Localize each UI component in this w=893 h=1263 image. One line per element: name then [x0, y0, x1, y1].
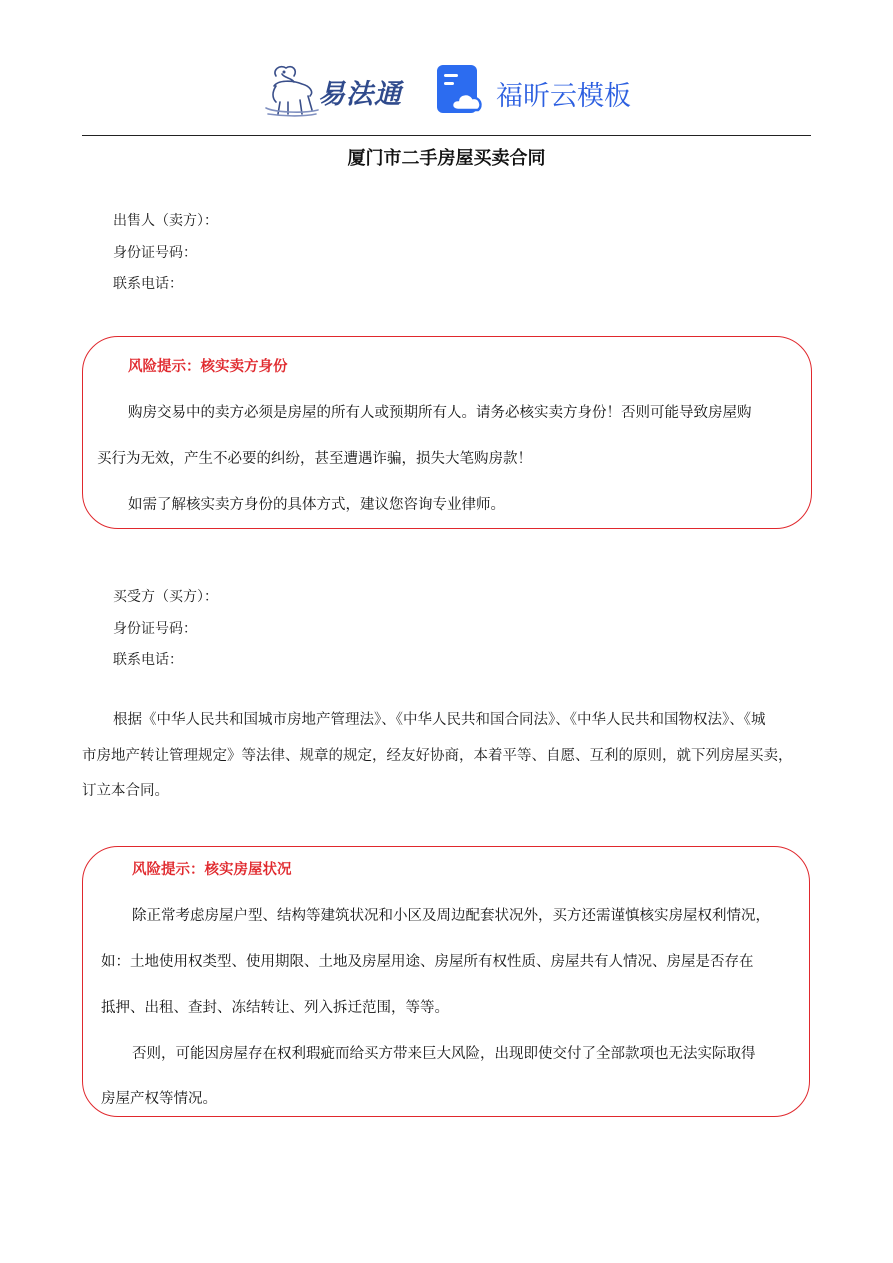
risk-notice-title: 风险提示：核实房屋状况 [132, 862, 292, 878]
risk-notice-line: 抵押、出租、查封、冻结转让、列入拆迁范围，等等。 [101, 1000, 449, 1016]
header-divider [82, 135, 811, 136]
risk-notice-property-status [82, 846, 810, 1117]
seller-info [113, 206, 218, 301]
buyer-id-label: 身份证号码： [113, 620, 197, 637]
seller-name-label: 出售人（卖方）： [113, 213, 218, 229]
document-title: 厦门市二手房屋买卖合同 [347, 148, 546, 169]
fuxin-template-logo [436, 64, 636, 120]
risk-notice-seller-identity [82, 336, 812, 529]
preamble-line: 根据《中华人民共和国城市房地产管理法》、《中华人民共和国合同法》、《中华人民共和国物权法》、《城 [113, 712, 766, 728]
seller-id-label: 身份证号码： [113, 244, 197, 261]
preamble-line: 订立本合同。 [82, 783, 169, 799]
fuxin-template-logo-text: 福昕云模板 [496, 81, 631, 112]
yifatong-logo [262, 62, 414, 118]
header [0, 62, 893, 122]
qilin-emblem-icon [262, 62, 320, 118]
risk-notice-line: 房屋产权等情况。 [101, 1091, 217, 1107]
risk-notice-line: 如：土地使用权类型、使用期限、土地及房屋用途、房屋所有权性质、房屋共有人情况、房屋是否存在 [101, 954, 754, 970]
cloud-document-icon [436, 64, 486, 116]
yifatong-logo-text: 易法通 [318, 79, 402, 110]
risk-notice-title: 风险提示：核实卖方身份 [128, 359, 288, 375]
buyer-name-label: 买受方（买方）： [113, 589, 218, 605]
preamble-line: 市房地产转让管理规定》等法律、规章的规定，经友好协商，本着平等、自愿、互利的原则，就下列房屋买卖， [82, 747, 793, 764]
buyer-phone-label: 联系电话： [113, 652, 183, 668]
buyer-info [113, 582, 218, 677]
risk-notice-line: 购房交易中的卖方必须是房屋的所有人或预期所有人。请务必核实卖方身份！否则可能导致房屋购 [128, 405, 752, 421]
risk-notice-line: 否则，可能因房屋存在权利瑕疵而给买方带来巨大风险，出现即使交付了全部款项也无法实际取得 [132, 1046, 756, 1062]
seller-phone-label: 联系电话： [113, 276, 183, 292]
risk-notice-line: 买行为无效，产生不必要的纠纷，甚至遭遇诈骗，损失大笔购房款！ [97, 451, 532, 467]
risk-notice-line: 如需了解核实卖方身份的具体方式，建议您咨询专业律师。 [128, 497, 505, 513]
contract-preamble [82, 703, 812, 810]
risk-notice-line: 除正常考虑房屋户型、结构等建筑状况和小区及周边配套状况外，买方还需谨慎核实房屋权利情况， [132, 908, 770, 924]
